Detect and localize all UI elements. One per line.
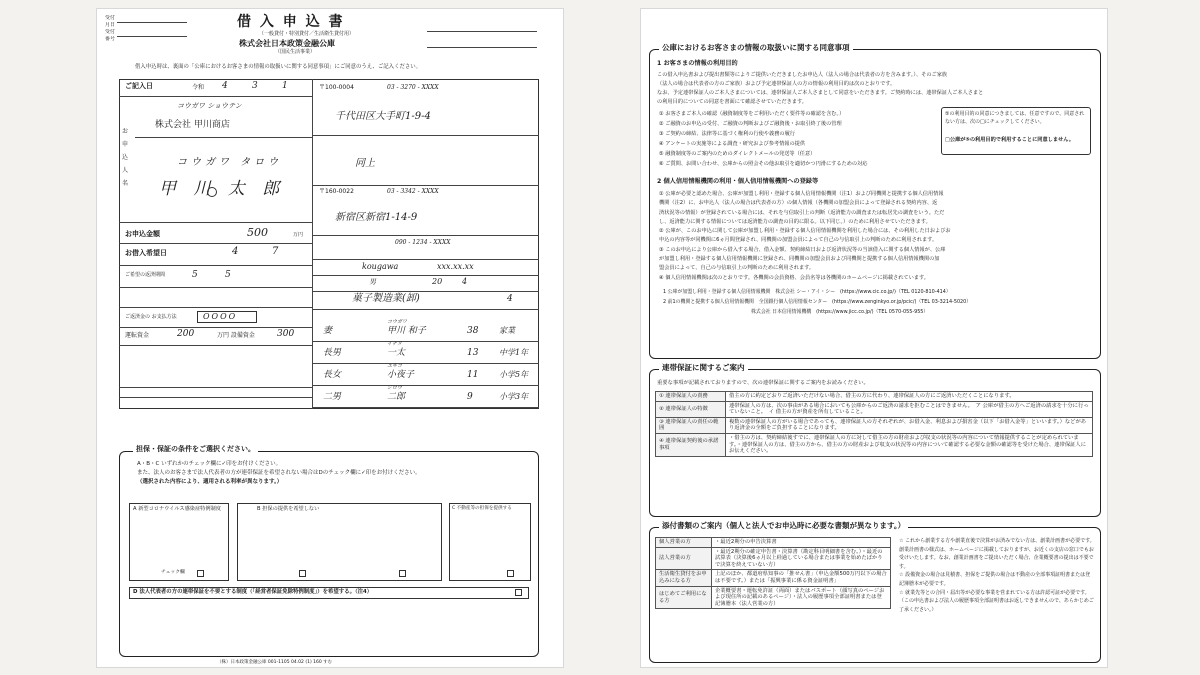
row-content: 連帯保証人の方は、次の事由がある場合においても公庫からのご返済の請求を拒むことはできません。 ア 公庫が借主の方へご返済の請求を十分に行っていないこと。 イ 借主の方が資産を所有していること。 — [726, 401, 1093, 417]
family-furi[interactable]: コウガワ — [387, 319, 408, 325]
receipt-labels: 受付 月日 受付 番号 — [105, 15, 116, 42]
operating-funds[interactable]: 300 — [277, 329, 295, 339]
row-header: はじめてご利用になる方 — [656, 586, 712, 609]
mobile[interactable]: 090 - 1234 - XXXX — [395, 239, 451, 246]
table-row — [656, 434, 1093, 457]
family-age[interactable]: 9 — [467, 392, 473, 402]
rep-name[interactable]: 甲 川 太 郎 — [159, 179, 286, 199]
date-day[interactable]: 1 — [282, 81, 288, 91]
table-row — [656, 392, 1093, 402]
row-header: 法人営業の方 — [656, 547, 712, 570]
consent-title: 公庫におけるお客さまの情報の取扱いに関する同意事項 — [659, 44, 853, 52]
founded-month[interactable]: 4 — [462, 277, 468, 286]
tel-1[interactable]: 03 - 3270 - XXXX — [387, 84, 439, 91]
applicant-label: お申込人名 — [122, 128, 129, 187]
address-1[interactable]: 千代田区大手町1-9-4 — [335, 111, 431, 122]
wish-month[interactable]: 4 — [232, 246, 239, 257]
furigana-corp[interactable]: コウガワ ショウテン — [177, 102, 242, 110]
option-b2-check[interactable] — [399, 570, 406, 577]
company-name: 株式会社日本政策金融公庫 — [239, 39, 335, 48]
row-content: ・借主の方は、契約締結後すでに、連帯保証人の方に対して借主の方の財産および収支の状況等の内容について情報提供することが定められています。・連帯保証人の方は、借主の方から、借主の方の財産および収支の状況等の内容について確認する必要な金額の確認等を受けた場合、連帯保証人にお伝えください。 — [726, 434, 1093, 457]
address-3[interactable]: 新宿区新宿1-14-9 — [335, 212, 418, 223]
family-rel[interactable]: 長男 — [323, 348, 342, 358]
consent-page: 公庫におけるお客さまの情報の取扱いに関する同意事項 1 お客さまの情報の利用目的 この借入申込書および提出書類等によりご提供いただきましたお申込人（法人の場合は代表者の方を含みます。）、そのご家族 （法人の場合は代表者の方のご家族）および予定連帯保証人の方の情報の利用目的は次のとおりです。 なお、予定連帯保証人のご本人さまについては、連帯保証人ご本人さまとして同意をいただきます。ご契約時には、連帯保証人ご本人さまと の利用目的についての同意を書面にて確認させていただきます。 ① お客さまご本人の確認（融資制度等をご利用いただく要件等の確認を含む。） ② ご融資のお申込の受付、ご融資の判断およびご融資後・お取引終了後の管理 ③ ご契約の締結、法律等に基づく権利の行使や義務の履行 ④ アンケートの実施等による調査・研究および参考情報の提供 ⑤ 融資制度等のご案内のためのダイレクトメールの発送等（任意） ⑥ ご質問、お問い合わせ、公庫からの照会その他お取引を適切かつ円滑にするための対応 ⑤の利用目的の同意につきましては、任意ですので、同意されない方は、次の□にチェックしてください。 □公庫が⑤の利用目的で利用することに同意しません。 2 個人信用情報機関の利用・個人信用情報機関への登録等 ① 公庫が必要と認めた場合、公庫が加盟し利用・登録する個人信用情報機関（注1）および同機関と提携する個人信用情報 機関（注2）に、お申込人（法人の場合は代表者の方）の個人情報（各機関の加盟会員によって登録される契約内容、返 済状況等の情報）が登録されている場合には、それを与信取引上の判断（返済能力の調査または転居先の調査をいう。ただ し、返済能力に関する情報については返済能力の調査の目的に限る。以下同じ。）のために利用させていただきます。 ② 公庫が、このお申込に関して公庫が加盟し利用・登録する個人信用情報機関を利用した場合には、その利用した日およびお 申込の内容等が同機関に6ヵ月間登録され、同機関の加盟会員によって自己の与信取引上の判断のために利用されます。 ③ このお申込により公庫から借入する場合、借入金額、契約締結日および返済状況等の当該借入に関する個人情報が、公庫 が加盟し利用・登録する個人信用情報機関に登録され、同機関の加盟会員および同機関と提携する個人信用情報機関の加 盟会員によって、自己の与信取引上の判断のために利用されます。 ④ 個人信用情報機関は次のとおりです。各機関の会員資格、会員名等は各機関のホームページに掲載されています。 1 公庫が加盟し利用・登録する個人信用情報機関 株式会社 シー・アイ・シー (https://www.cic.co.jp/)（TEL 0120-810-414） 2 前1の機関と提携する個人信用情報機関 全国銀行個人信用情報センター (https://www.zenginkyo.or.jp/pcic/)（TEL 03-3214-5020） 株式会社 日本信用情報機構 (https://www.jicc.co.jp/)（TEL 0570-055-955） 連帯保証に関するご案内 重要な事項が記載されておりますので、次の連帯保証に関するご案内をお読みください。 ① 連帯保証人の責務 借主の方に約定どおりご返済いただけない場合、借主の方に代わり、連帯保証人の方にご返済いただくことになります。 ② 連帯保証人の特徴 連帯保証人の方は、次の事由がある場合においても公庫からのご返済の請求を拒むことはできません。 ア 公庫が借主の方へご返済の請求を十分に行っていないこと。 イ 借主の方が資産を所有していること。 ③ 連帯保証人の責任の範囲 複数の連帯保証人の方がいる場合であっても、連帯保証人の方それぞれが、お借入金、利息および損害金（以下「お借入金等」といいます。）などがあり返済金の全額をご負担することになります。 ④ 連帯保証契約後の承諾事項 ・借主の方は、契約締結後すでに、連帯保証人の方に対して借主の方の財産および収支の状況等の内容について情報提供することが定められています。・連帯保証人の方は、借主の方から、借主の方の財産および収支の状況等の内容について確認する必要な金額の確認等を受けた場合、連帯保証人にお伝えください。 添付書類のご案内（個人と法人でお申込時に必要な書類が異なります。） 個人営業の方 ・最近2期分の申告決算書 法人営業の方 ・最近2期分の確定申告書・決算書（勘定科目明細書を含む。）・最近の試算表（決算後6ヵ月以上経過している場合または事業を始めたばかりで決算を終えていない方） 生活衛生貸付をお申込みになる方 上記のほか、都道府県知事の「推せん書」（申込金額500万円以下の場合は不要です。）または「振興事業に係る資金証明書」 はじめてご利用になる方 企業概要書・運転免許証（両面）またはパスポート（顔写真のページおよび現住所の記載のあるページ）・法人の履歴事項全部証明書または登記簿謄本（法人営業の方） ☆ これから創業する方や創業直後で決算がお済みでない方は、創業計画書が必要です。 創業計画書の様式は、ホームページに掲載しておりますが、お近くの支店の窓口でもお受けいたします。なお、創業計画書をご提出いただく場合、企業概要書の提出は不要です。 ☆ 設備資金の場合は見積書、担保をご提供の場合は不動産の全部事項証明書または登記簿謄本が必要です。 ☆ 就業先等との合同・届出等が必要な事業を営まれている方は許認可証が必要です。 （この申込書および法人の履歴事項全部証明書はお返しできませんので、あらかじめご了承ください。） — [640, 8, 1108, 668]
postal-2[interactable]: 〒160-0022 — [319, 188, 354, 195]
table-row — [656, 586, 891, 609]
email-domain[interactable]: xxx.xx.xx — [437, 262, 474, 271]
term-years[interactable]: 5 — [192, 270, 198, 280]
family-job[interactable]: 小学3年 — [499, 392, 529, 401]
option-c-box[interactable] — [449, 503, 531, 581]
row-content: 複数の連帯保証人の方がいる場合であっても、連帯保証人の方それぞれが、お借入金、利息および損害金（以下「お借入金等」といいます。）などがあり返済金の全額をご負担することになります。 — [726, 417, 1093, 433]
form-subtitle: （一般貸付・特別貸付／生活衛生貸付用） — [259, 31, 355, 37]
family-furi[interactable]: イチタ — [387, 341, 402, 347]
form-title: 借 入 申 込 書 — [237, 14, 345, 30]
family-name[interactable]: 小夜子 — [387, 370, 415, 380]
family-rel[interactable]: 二男 — [323, 392, 342, 402]
corp-name[interactable]: 株式会社 甲川商店 — [155, 120, 230, 130]
date-month[interactable]: 3 — [252, 81, 258, 91]
wish-date-label: お借入希望日 — [125, 249, 167, 257]
row-header: ① 連帯保証人の責務 — [656, 392, 726, 402]
email[interactable]: kougawa — [362, 262, 399, 271]
family-job[interactable]: 中学1年 — [499, 348, 529, 357]
equipment-funds[interactable]: 200 — [177, 329, 195, 339]
row-header: 生活衛生貸付をお申込みになる方 — [656, 570, 712, 586]
guarantor-table — [655, 391, 1093, 457]
gender[interactable]: 男 — [369, 278, 376, 286]
row-content: ・最近2期分の申告決算書 — [712, 538, 891, 548]
row-header: ② 連帯保証人の特徴 — [656, 401, 726, 417]
row-content: 上記のほか、都道府県知事の「推せん書」（申込金額500万円以下の場合は不要です。）または「振興事業に係る資金証明書」 — [712, 570, 891, 586]
seal-circle — [207, 187, 217, 197]
purpose-list: ① お客さまご本人の確認（融資制度等をご利用いただく要件等の確認を含む。） ② ご融資のお申込の受付、ご融資の判断およびご融資後・お取引終了後の管理 ③ ご契約の締結、法律等に基づく権利の行使や義務の履行 ④ アンケートの実施等による調査・研究および参考情報の提供 ⑤ 融資制度等のご案内のためのダイレクトメールの発送等（任意） ⑥ ご質問、お問い合わせ、公庫からの照会その他お取引を適切かつ円滑にするための対応 — [659, 111, 868, 167]
family-age[interactable]: 11 — [467, 370, 479, 380]
row-header: ③ 連帯保証人の責任の範囲 — [656, 417, 726, 433]
family-age[interactable]: 38 — [467, 326, 479, 336]
option-d-check[interactable] — [515, 589, 522, 596]
repay-months[interactable]: 5 — [225, 270, 231, 280]
family-furi[interactable]: ジロウ — [387, 385, 403, 391]
family-rel[interactable]: 妻 — [323, 326, 333, 336]
family-furi[interactable]: ユキコ — [387, 363, 403, 369]
table-row — [656, 570, 891, 586]
family-name[interactable]: 甲川 和子 — [387, 326, 426, 336]
date-year[interactable]: 4 — [222, 81, 228, 91]
application-form-page: 受付 月日 受付 番号 借 入 申 込 書 （一般貸付・特別貸付／生活衛生貸付用） 株式会社日本政策金融公庫 （国民生活事業） 借入申込時は、裏面の「公庫におけるお客さまの情報の取扱いに関する同意事項」にご同意のうえ、ご記入ください。 ご記入日 令和 4 3 1 お申込人名 コウガワ ショウテン 株式会社 甲川商店 コウガワ タロウ 甲 川 太 郎 お申込金額 500 万円 お借入希望日 4 7 ご希望の返済期間 5 5 ご返済金の お支払方法 OOOO 運転資金 200 万円 設備資金 300 〒100-0004 03 - 3270 - XXXX 千代田区大手町1-9-4 同上 〒160-0022 03 - 3342 - XXXX 新宿区新宿1-14-9 090 - 1234 - XXXX kougawa xxx.xx.xx 男 20 4 菓子製造業(卸) 4 妻 コウガワ 甲川 和子 38 家業 長男 イチタ 一太 13 中学1年 長女 ユキコ 小夜子 11 小学5年 二男 ジロウ 二郎 9 小学3年 担保・保証の条件をご選択ください。 A・B・C いずれかのチェック欄に✓印をお付けください。 また、法人のお客さまで法人代表者の方が連帯保証を希望されない場合はDのチェック欄に✓印をお付けください。 （選択された内容により、適用される利率が異なります。） A 新型コロナウイルス感染症特例制度 B 担保の提供を希望しない C 不動産等の担保を提供する チェック欄 D 法人代表者の方の連帯保証を不要とする制度（「経営者保証免除特例制度」）を希望する。（注4） （株）日本政策金融公庫 001-1105 04.02 (1) 160 すむ — [96, 8, 564, 668]
purpose-intro: この借入申込書および提出書類等によりご提供いただきましたお申込人（法人の場合は代表者の方を含みます。）、そのご家族 （法人の場合は代表者の方のご家族）および予定連帯保証人の方の情報の利用目的は次のとおりです。 なお、予定連帯保証人のご本人さまについては、連帯保証人ご本人さまとして同意をいただきます。ご契約時には、連帯保証人ご本人さまと の利用目的についての同意を書面にて確認させていただきます。 — [657, 72, 984, 105]
family-job[interactable]: 家業 — [499, 326, 515, 335]
form-footer: （株）日本政策金融公庫 001-1105 04.02 (1) 160 すむ — [217, 660, 333, 665]
row-header: ④ 連帯保証契約後の承諾事項 — [656, 434, 726, 457]
attachments-title: 添付書類のご案内（個人と法人でお申込時に必要な書類が異なります。） — [659, 522, 908, 530]
collateral-title: 担保・保証の条件をご選択ください。 — [133, 446, 258, 453]
tel-2[interactable]: 03 - 3342 - XXXX — [387, 188, 439, 195]
table-row — [656, 547, 891, 570]
row-header: 個人営業の方 — [656, 538, 712, 548]
option-c-check[interactable] — [507, 570, 514, 577]
employees[interactable]: 4 — [507, 294, 513, 304]
family-age[interactable]: 13 — [467, 348, 479, 358]
option-a-check[interactable] — [197, 570, 204, 577]
company-sub: （国民生活事業） — [275, 49, 316, 55]
family-job[interactable]: 小学5年 — [499, 370, 529, 379]
table-row — [656, 417, 1093, 433]
furigana-rep[interactable]: コウガワ タロウ — [177, 157, 283, 168]
row-content: ・最近2期分の確定申告書・決算書（勘定科目明細書を含む。）・最近の試算表（決算後6ヵ月以上経過している場合または事業を始めたばかりで決算を終えていない方） — [712, 547, 891, 570]
optout-checkbox[interactable]: □公庫が⑤の利用目的で利用することに同意しません。 — [945, 137, 1074, 143]
row-content: 企業概要書・運転免許証（両面）またはパスポート（顔写真のページおよび現住所の記載のあるページ）・法人の履歴事項全部証明書または登記簿謄本（法人営業の方） — [712, 586, 891, 609]
postal-1[interactable]: 〒100-0004 — [319, 84, 354, 91]
family-name[interactable]: 二郎 — [387, 392, 406, 402]
attachments-table — [655, 537, 891, 609]
family-rel[interactable]: 長女 — [323, 370, 342, 380]
table-row — [656, 538, 891, 548]
founded-year[interactable]: 20 — [432, 277, 443, 286]
table-row — [656, 401, 1093, 417]
industry[interactable]: 菓子製造業(卸) — [352, 293, 420, 304]
option-b-box[interactable] — [237, 503, 442, 581]
address-2[interactable]: 同上 — [355, 158, 375, 169]
option-b1-check[interactable] — [299, 570, 306, 577]
agency-list: 1 公庫が加盟し利用・登録する個人信用情報機関 株式会社 シー・アイ・シー (https://www.cic.co.jp/)（TEL 0120-810-414） 2 前1の機関と提携する個人信用情報機関 全国銀行個人信用情報センター (https://www.zenginkyo.or.jp/pcic/)（TEL 03-3214-5020） 株式会社 日本信用情報機構 (https://www.jicc.co.jp/)（TEL 0570-055-955） — [663, 289, 972, 315]
intro-text: 借入申込時は、裏面の「公庫におけるお客さまの情報の取扱いに関する同意事項」にご同意のうえ、ご記入ください。 — [135, 64, 422, 70]
attachment-notes: ☆ これから創業する方や創業直後で決算がお済みでない方は、創業計画書が必要です。 創業計画書の様式は、ホームページに掲載しておりますが、お近くの支店の窓口でもお受けいたします。なお、創業計画書をご提出いただく場合、企業概要書の提出は不要です。 ☆ 設備資金の場合は見積書、担保をご提供の場合は不動産の全部事項証明書または登記簿謄本が必要です。 ☆ 就業先等との合同・届出等が必要な事業を営まれている方は許認可証が必要です。 （この申込書および法人の履歴事項全部証明書はお返しできませんので、あらかじめご了承ください。） — [899, 538, 1095, 613]
credit-info-text: ① 公庫が必要と認めた場合、公庫が加盟し利用・登録する個人信用情報機関（注1）および同機関と提携する個人信用情報 機関（注2）に、お申込人（法人の場合は代表者の方）の個人情報（各機関の加盟会員によって登録される契約内容、返 済状況等の情報）が登録されている場合には、それを与信取引上の判断（返済能力の調査または転居先の調査をいう。ただ し、返済能力に関する情報については返済能力の調査の目的に限る。以下同じ。）のために利用させていただきます。 ② 公庫が、このお申込に関して公庫が加盟し利用・登録する個人信用情報機関を利用した場合には、その利用した日およびお 申込の内容等が同機関に6ヵ月間登録され、同機関の加盟会員によって自己の与信取引上の判断のために利用されます。 ③ このお申込により公庫から借入する場合、借入金額、契約締結日および返済状況等の当該借入に関する個人情報が、公庫 が加盟し利用・登録する個人信用情報機関に登録され、同機関の加盟会員および同機関と提携する個人信用情報機関の加 盟会員によって、自己の与信取引上の判断のために利用されます。 ④ 個人信用情報機関は次のとおりです。各機関の会員資格、会員名等は各機関のホームページに掲載されています。 — [659, 191, 951, 281]
row-content: 借主の方に約定どおりご返済いただけない場合、借主の方に代わり、連帯保証人の方にご返済いただくことになります。 — [726, 392, 1093, 402]
family-name[interactable]: 一太 — [387, 348, 406, 358]
date-label: ご記入日 — [125, 82, 153, 90]
amount-label: お申込金額 — [125, 230, 160, 238]
guarantor-title: 連帯保証に関するご案内 — [659, 364, 748, 372]
amount-value[interactable]: 500 — [247, 226, 268, 239]
wish-day[interactable]: 7 — [272, 246, 279, 257]
